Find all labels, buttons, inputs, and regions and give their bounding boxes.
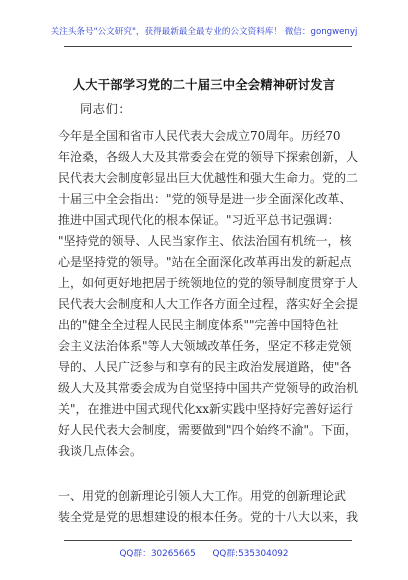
header-note: 关注头条号"公文研究"，获得最新最全最专业的公文资料库！ 微信：gongwenyj	[50, 27, 358, 37]
paragraph-line: 十届三中全会指出："党的领导是进一步全面深化改革、	[58, 192, 352, 206]
paragraph-line: 今年是全国和省市人民代表大会成立70周年。历经70	[58, 129, 341, 143]
paragraph-line: 出的"健全全过程人民民主制度体系""完善中国特色社	[58, 318, 339, 332]
paragraph-line: 级人大及其常委会成为自觉坚持中国共产党领导的政治机	[58, 381, 359, 395]
header-rule	[64, 46, 352, 47]
paragraph-line: 一、用党的创新理论引领人大工作。用党的创新理论武	[58, 489, 347, 503]
footer-contact: QQ群：30265665 QQ群:535304092	[119, 549, 289, 559]
paragraph-line: 民代表大会制度彰显出巨大优越性和强大生命力。党的二	[58, 171, 359, 185]
paragraph-line: 年沧桑，各级人大及其常委会在党的领导下探索创新，人	[58, 150, 359, 164]
paragraph-line: 心是坚持党的领导。"站在全面深化改革再出发的新起点	[58, 255, 352, 269]
paragraph-line: 我谈几点体会。	[58, 444, 143, 458]
paragraph-2	[58, 486, 368, 528]
paragraph-line: 上，如何更好地把居于统领地位的党的领导制度贯穿于人	[58, 276, 359, 290]
paragraph-line: 会主义法治体系"等人大领域改革任务，坚定不移走党领	[58, 339, 352, 353]
footer-rule	[64, 540, 352, 541]
paragraph-line: 导的、人民广泛参与和享有的民主政治发展道路，使"各	[58, 360, 352, 374]
paragraph-line: 装全党是党的思想建设的根本任务。党的十八大以来，我	[58, 510, 359, 524]
greeting: 同志们：	[80, 102, 132, 116]
paragraph-line: 民代表大会制度和人大工作各方面全过程，落实好全会提	[58, 297, 359, 311]
document-title: 人大干部学习党的二十届三中全会精神研讨发言	[72, 78, 336, 92]
paragraph-line: 好人民代表大会制度，需要做到"四个始终不渝"。下面，	[58, 423, 358, 437]
paragraph-line: 关"，在推进中国式现代化xx新实践中坚持好完善好运行	[58, 402, 354, 416]
paragraph-1	[58, 126, 368, 462]
paragraph-line: 推进中国式现代化的根本保证。"习近平总书记强调：	[58, 213, 340, 227]
paragraph-line: "坚持党的领导、人民当家作主、依法治国有机统一，核	[58, 234, 352, 248]
